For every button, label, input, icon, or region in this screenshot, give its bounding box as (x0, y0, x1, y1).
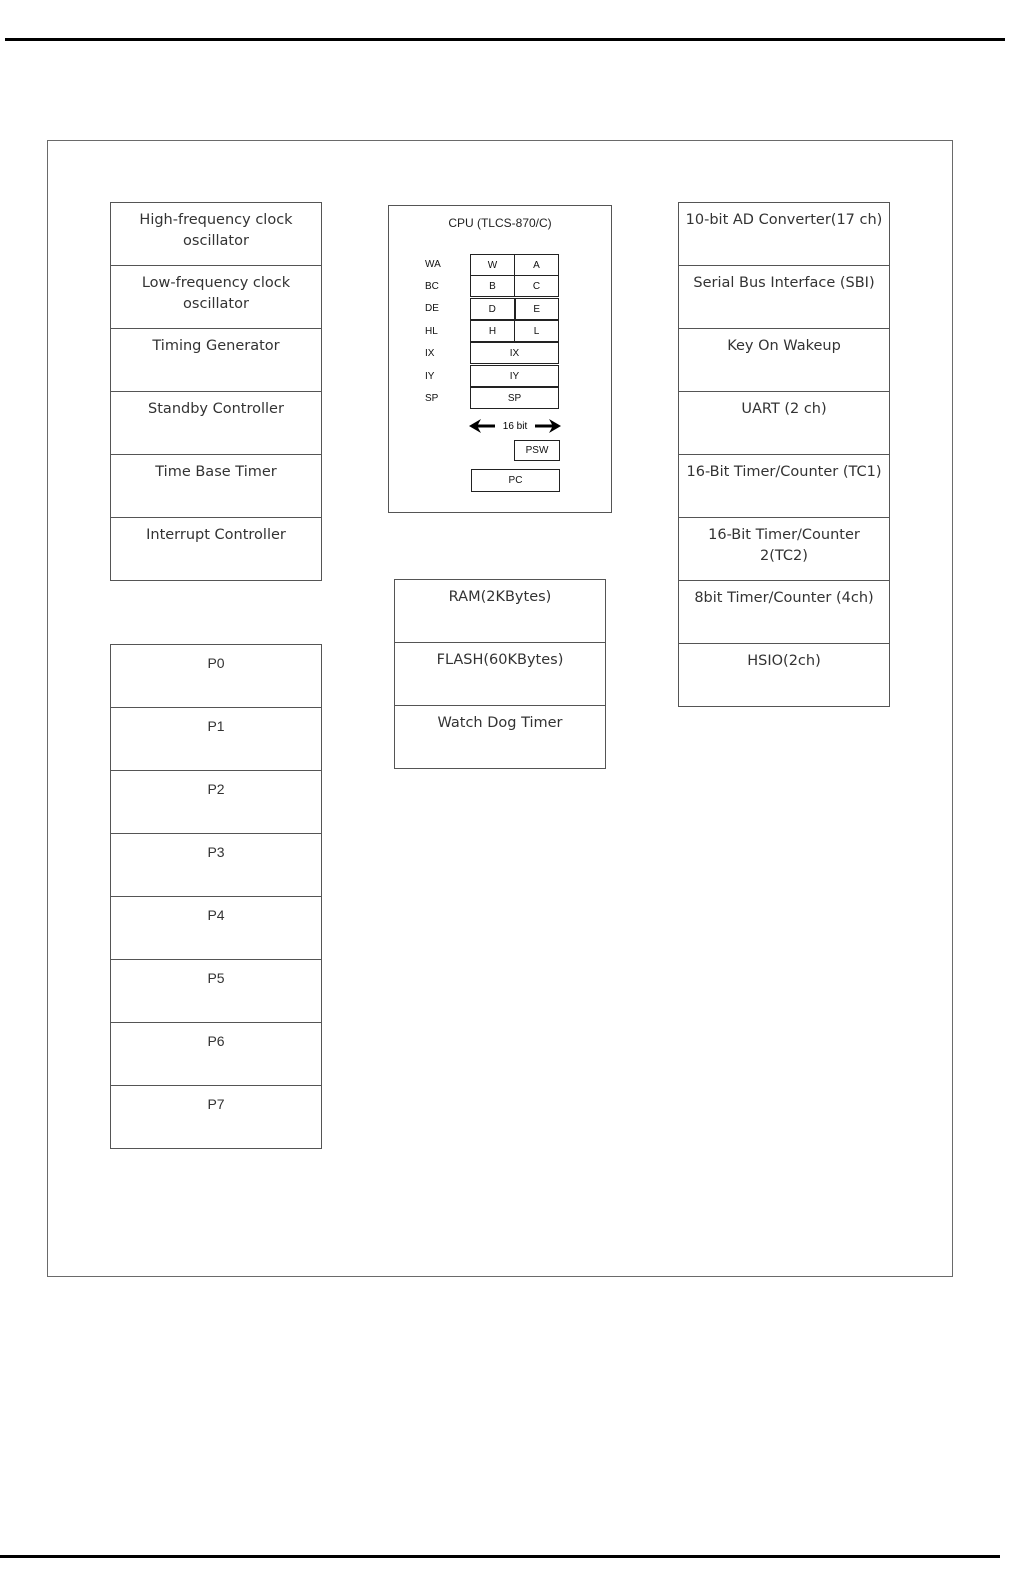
register-e: E (514, 299, 559, 319)
reg-label-iy: IY (425, 371, 435, 382)
memory-column (394, 579, 606, 769)
register-iy-cell: IY (509, 371, 520, 382)
block-8bit-timer-counter: 8bit Timer/Counter (4ch) (679, 581, 889, 644)
register-sp-cell: SP (507, 393, 522, 404)
port-p5: P5 (111, 960, 321, 1023)
register-b: B (489, 281, 496, 292)
block-serial-bus-interface: Serial Bus Interface (SBI) (679, 266, 889, 329)
port-p6: P6 (111, 1023, 321, 1086)
peripherals-column (678, 202, 890, 707)
reg-label-ix: IX (425, 348, 435, 359)
port-p0: P0 (111, 645, 321, 708)
port-p3: P3 (111, 834, 321, 897)
cpu-title: CPU (TLCS-870/C) (448, 216, 552, 230)
block-flash: FLASH(60KBytes) (395, 643, 605, 706)
register-iy (470, 365, 559, 387)
register-width-indicator (469, 418, 561, 434)
port-p4: P4 (111, 897, 321, 960)
register-d: D (488, 304, 496, 315)
register-c: C (514, 276, 558, 296)
port-p7: P7 (111, 1086, 321, 1149)
register-bc (470, 275, 559, 297)
register-h: H (488, 326, 497, 337)
register-psw: PSW (514, 440, 560, 461)
block-uart: UART (2 ch) (679, 392, 889, 455)
block-low-frequency-clock-oscillator: Low-frequency clock oscillator (111, 266, 321, 329)
register-l: L (514, 321, 558, 341)
reg-label-bc: BC (425, 281, 439, 292)
reg-label-sp: SP (425, 393, 439, 404)
reg-label-wa: WA (425, 259, 441, 270)
register-wa (470, 254, 559, 276)
system-blocks-column (110, 202, 322, 581)
reg-label-hl: HL (425, 326, 438, 337)
register-de (470, 298, 559, 320)
cpu-block (388, 205, 612, 513)
register-ix-cell: IX (509, 348, 520, 359)
register-a: A (514, 255, 558, 275)
port-p2: P2 (111, 771, 321, 834)
block-watch-dog-timer: Watch Dog Timer (395, 706, 605, 769)
arrow-right-icon (535, 419, 561, 433)
block-hsio: HSIO(2ch) (679, 644, 889, 707)
block-interrupt-controller: Interrupt Controller (111, 518, 321, 581)
arrow-left-icon (469, 419, 495, 433)
register-hl (470, 320, 559, 342)
block-timer-counter-tc2: 16-Bit Timer/Counter 2(TC2) (679, 518, 889, 581)
register-pc: PC (471, 469, 560, 492)
block-high-frequency-clock-oscillator: High-frequency clock oscillator (111, 203, 321, 266)
top-rule (5, 38, 1005, 41)
reg-label-de: DE (425, 303, 439, 314)
register-width-label: 16 bit (502, 420, 528, 432)
block-ram: RAM(2KBytes) (395, 580, 605, 643)
port-p1: P1 (111, 708, 321, 771)
block-timer-counter-tc1: 16-Bit Timer/Counter (TC1) (679, 455, 889, 518)
block-time-base-timer: Time Base Timer (111, 455, 321, 518)
block-standby-controller: Standby Controller (111, 392, 321, 455)
register-w: W (487, 260, 498, 271)
register-ix (470, 342, 559, 364)
block-key-on-wakeup: Key On Wakeup (679, 329, 889, 392)
bottom-rule (0, 1555, 1000, 1558)
register-sp (470, 387, 559, 409)
block-ad-converter: 10-bit AD Converter(17 ch) (679, 203, 889, 266)
ports-column (110, 644, 322, 1149)
block-timing-generator: Timing Generator (111, 329, 321, 392)
